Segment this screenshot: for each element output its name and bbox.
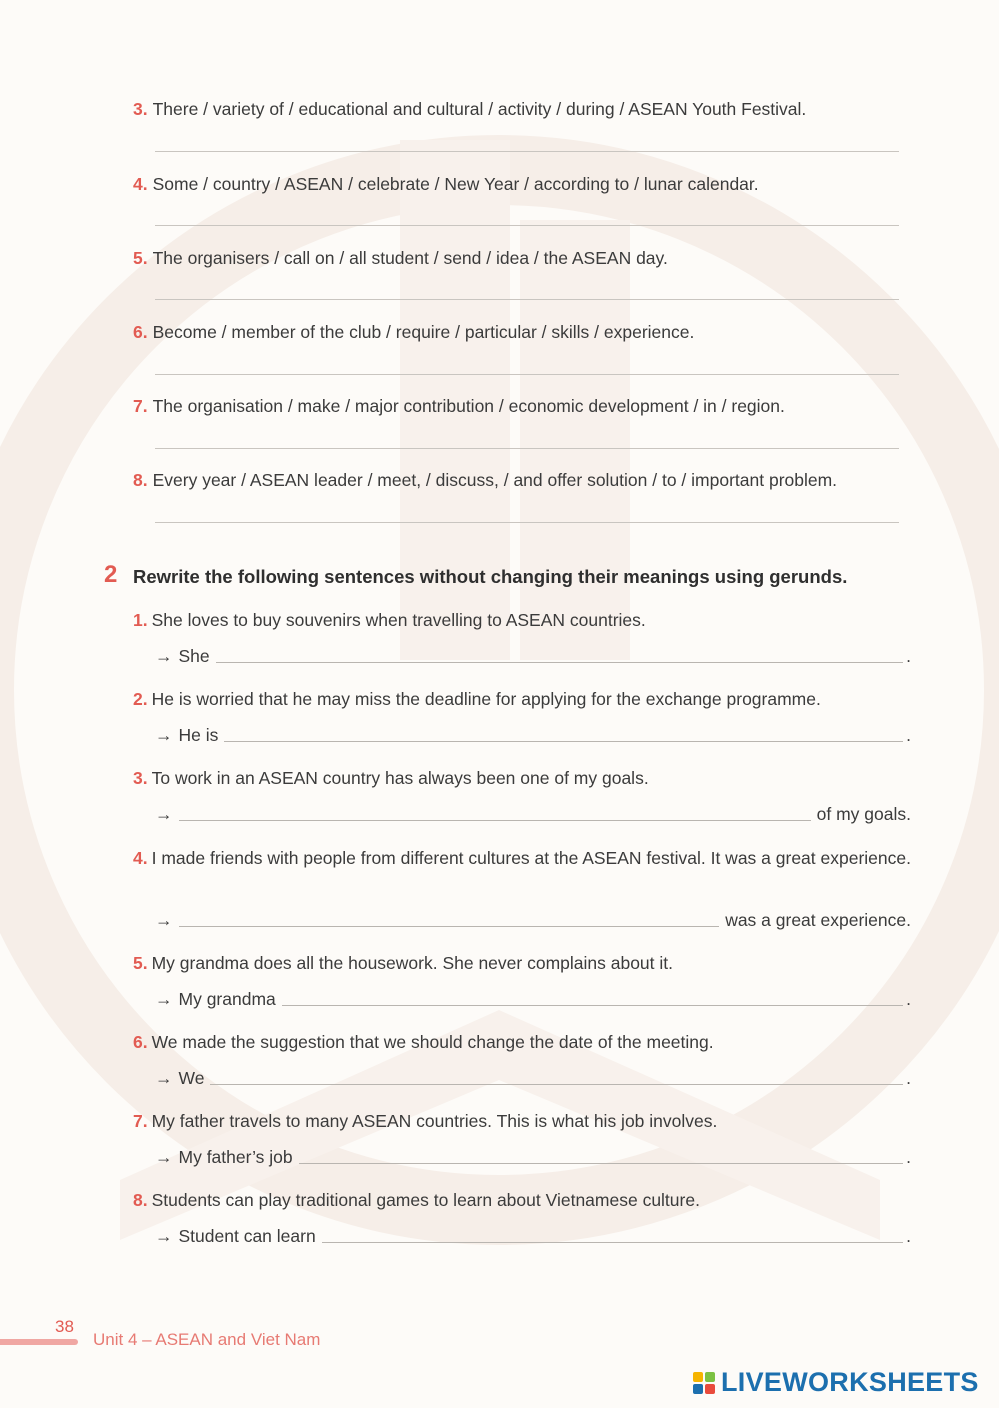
exercise-2-question-7: 7. My father travels to many ASEAN countries. This is what his job involves. <box>133 1111 718 1131</box>
liveworksheets-brand[interactable] <box>693 1367 979 1398</box>
exercise-2-question-1: 1. She loves to buy souvenirs when travelling to ASEAN countries. <box>133 610 646 630</box>
exercise-2-answer-5: → My grandma . <box>155 989 911 1009</box>
exercise-2-question-3: 3. To work in an ASEAN country has always been one of my goals. <box>133 768 649 788</box>
answer-field-5[interactable] <box>282 987 903 1006</box>
exercise-2-question-6: 6. We made the suggestion that we should change the date of the meeting. <box>133 1032 714 1052</box>
page-number-bar <box>0 1339 78 1345</box>
answer-line-1-4[interactable] <box>155 225 899 226</box>
page-number: 38 <box>55 1317 74 1336</box>
answer-line-1-5[interactable] <box>155 299 899 300</box>
unit-label: Unit 4 – ASEAN and Viet Nam <box>93 1330 321 1349</box>
answer-line-1-8[interactable] <box>155 522 899 523</box>
exercise-1-item-5: 5. The organisers / call on / all student / send / idea / the ASEAN day. <box>133 248 668 268</box>
answer-field-4[interactable] <box>179 908 720 927</box>
exercise-2-answer-7: → My father’s job . <box>155 1147 911 1167</box>
exercise-1-item-4: 4. Some / country / ASEAN / celebrate / New Year / according to / lunar calendar. <box>133 174 759 194</box>
exercise-1-item-3: 3. There / variety of / educational and cultural / activity / during / ASEAN Youth Festival. <box>133 99 807 119</box>
answer-field-2[interactable] <box>224 723 903 742</box>
answer-field-8[interactable] <box>322 1224 903 1243</box>
exercise-2-answer-4: → was a great experience. <box>155 910 911 930</box>
answer-field-3[interactable] <box>179 802 811 821</box>
exercise-2-question-2: 2. He is worried that he may miss the deadline for applying for the exchange programme. <box>133 689 821 709</box>
exercise-2-answer-8: → Student can learn . <box>155 1226 911 1246</box>
exercise-1-item-7: 7. The organisation / make / major contribution / economic development / in / region. <box>133 396 785 416</box>
exercise-2-answer-1: → She . <box>155 646 911 666</box>
answer-field-6[interactable] <box>210 1066 903 1085</box>
exercise-1-item-8: 8. Every year / ASEAN leader / meet, / discuss, / and offer solution / to / important problem. <box>133 470 838 490</box>
exercise-2-question-8: 8. Students can play traditional games to learn about Vietnamese culture. <box>133 1190 700 1210</box>
answer-field-1[interactable] <box>216 644 903 663</box>
exercise-2-question-4: 4. I made friends with people from different cultures at the ASEAN festival. It was a great experience. <box>133 848 911 868</box>
exercise-2-question-5: 5. My grandma does all the housework. She never complains about it. <box>133 953 674 973</box>
exercise-2-title: Rewrite the following sentences without changing their meanings using gerunds. <box>133 566 848 587</box>
answer-line-1-7[interactable] <box>155 448 899 449</box>
brand-name: LIVEWORKSHEETS <box>721 1367 979 1397</box>
answer-line-1-6[interactable] <box>155 374 899 375</box>
answer-field-7[interactable] <box>299 1145 903 1164</box>
exercise-2-answer-6: → We . <box>155 1068 911 1088</box>
answer-line-1-3[interactable] <box>155 151 899 152</box>
liveworksheets-logo-icon <box>693 1372 715 1394</box>
exercise-2-number: 2 <box>104 561 118 588</box>
exercise-2-answer-2: → He is . <box>155 725 911 745</box>
exercise-2-answer-3: → of my goals. <box>155 804 911 824</box>
exercise-1-item-6: 6. Become / member of the club / require / particular / skills / experience. <box>133 322 695 342</box>
